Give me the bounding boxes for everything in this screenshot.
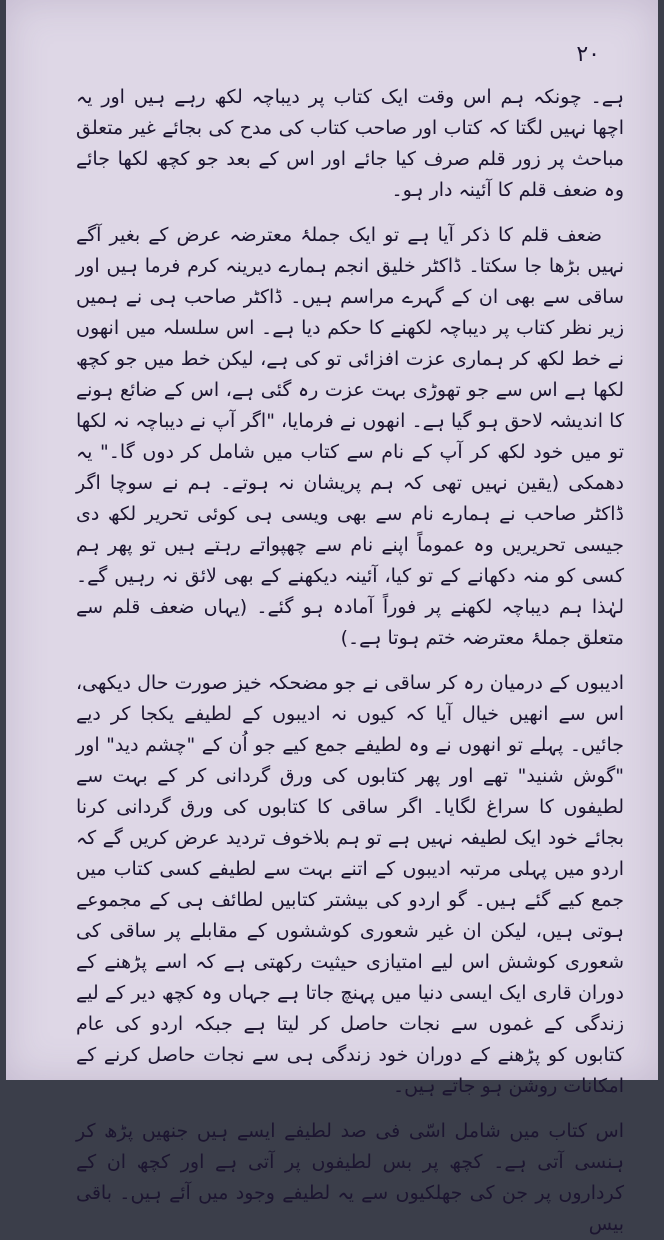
paragraph-4: اس کتاب میں شامل اسّی فی صد لطیفے ایسے ہیں جنھیں پڑھ کر ہنسی آتی ہے۔ کچھ پر بس لطیفوں پر آتی ہے اور کچھ ان کے کرداروں پر جن کی جھلکیوں سے یہ لطیفے وجود میں آئے ہیں۔ باقی بیس [76, 1120, 624, 1235]
page-body [76, 82, 624, 1235]
book-page [6, 0, 658, 1235]
paragraph-1: ہے۔ چونکہ ہم اس وقت ایک کتاب پر دیباچہ لکھ رہے ہیں اور یہ اچھا نہیں لگتا کہ کتاب اور صاحب کتاب کی مدح کی بجائے غیر متعلق مباحث پر زور قلم صرف کیا جائے اور اس کے بعد جو کچھ لکھا جائے وہ ضعف قلم کا آئینہ دار ہو۔ [76, 86, 624, 201]
paragraph-3: ادیبوں کے درمیان رہ کر ساقی نے جو مضحکہ خیز صورت حال دیکھی، اس سے انھیں خیال آیا کہ کیوں نہ ادیبوں کے لطیفے یکجا کر دیے جائیں۔ پہلے تو انھوں نے وہ لطیفے جمع کیے جو اُن کے "چشم دید" اور "گوش شنید" تھے اور پھر کتابوں کی ورق گردانی کر کے بہت سے لطیفوں کا سراغ لگایا۔ اگر ساقی کا کتابوں کی ورق گردانی کرنا بجائے خود ایک لطیفہ نہیں ہے تو ہم بلاخوف تردید عرض کریں گے کہ اردو میں پہلی مرتبہ ادیبوں کے اتنے بہت سے لطیفے کسی کتاب میں جمع کیے گئے ہیں۔ گو اردو کی بیشتر کتابیں لطائف ہی کے مجموعے ہوتی ہیں، لیکن ان غیر شعوری کوششوں کے مقابلے پر ساقی کی شعوری کوشش اس لیے امتیازی حیثیت رکھتی ہے کہ اسے پڑھنے کے دوران قاری ایک ایسی دنیا میں پہنچ جاتا ہے جہاں وہ کچھ دیر کے لیے زندگی کے غموں سے نجات حاصل کر لیتا ہے جبکہ اردو کی عام کتابوں کو پڑھنے کے دوران خود زندگی ہی سے نجات حاصل کرنے کے امکانات روشن ہو جاتے ہیں۔ [76, 672, 624, 1097]
paragraph-2: ضعف قلم کا ذکر آیا ہے تو ایک جملۂ معترضہ عرض کے بغیر آگے نہیں بڑھا جا سکتا۔ ڈاکٹر خلیق انجم ہمارے دیرینہ کرم فرما ہیں اور ساقی سے بھی ان کے گہرے مراسم ہیں۔ ڈاکٹر صاحب ہی نے ہمیں زیر نظر کتاب پر دیباچہ لکھنے کا حکم دیا ہے۔ اس سلسلہ میں انھوں نے خط لکھ کر ہماری عزت افزائی تو کی ہے، لیکن خط میں جو کچھ لکھا ہے اس سے جو تھوڑی بہت عزت رہ گئی ہے، اس کے ضائع ہونے کا اندیشہ لاحق ہو گیا ہے۔ انھوں نے فرمایا، "اگر آپ نے دیباچہ نہ لکھا تو میں خود لکھ کر آپ کے نام سے کتاب میں شامل کر دوں گا۔" یہ دھمکی (یقین نہیں تھی کہ ہم پریشان نہ ہوتے۔ ہم نے سوچا اگر ڈاکٹر صاحب نے ہمارے نام سے بھی ویسی ہی کوئی تحریر لکھ دی جیسی تحریریں وہ عموماً اپنے نام سے چھپواتے رہتے ہیں تو پھر ہم کسی کو منہ دکھانے کے تو کیا، آئینہ دیکھنے کے بھی لائق نہ رہیں گے۔ لہٰذا ہم دیباچہ لکھنے پر فوراً آمادہ ہو گئے۔ (یہاں ضعف قلم سے متعلق جملۂ معترضہ ختم ہوتا ہے۔) [76, 224, 624, 649]
page-number: ٢٠ [576, 42, 600, 67]
